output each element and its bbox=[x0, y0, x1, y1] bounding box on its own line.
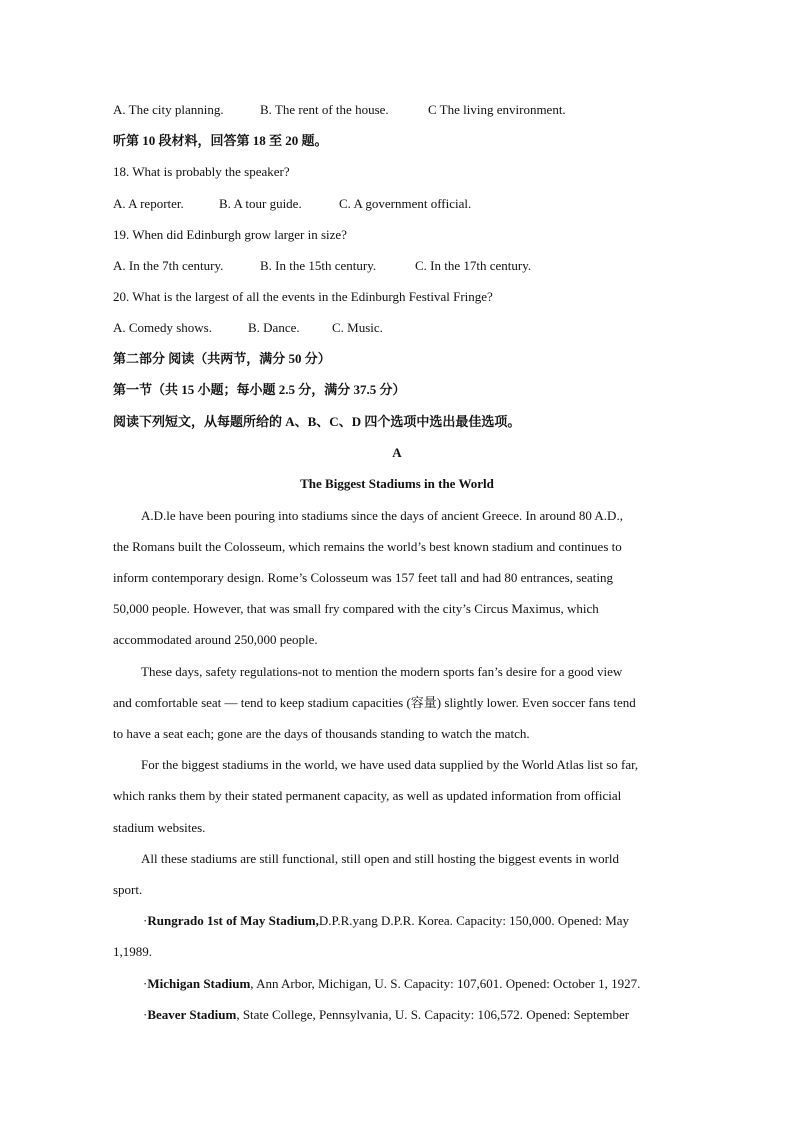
passage-letter: A bbox=[392, 445, 402, 460]
q18-option-b: B. A tour guide. bbox=[219, 196, 302, 211]
q19-option-a: A. In the 7th century. bbox=[113, 258, 224, 273]
paragraph-line: and comfortable seat — tend to keep stadium capacities (容量) slightly lower. Even soccer fans tend bbox=[113, 695, 636, 710]
part2-header: 第二部分 阅读（共两节，满分 50 分） bbox=[113, 351, 331, 366]
section1-header: 第一节（共 15 小题；每小题 2.5 分，满分 37.5 分） bbox=[113, 382, 406, 397]
q19-option-b: B. In the 15th century. bbox=[260, 258, 377, 273]
q17-options bbox=[113, 102, 566, 118]
q19-options bbox=[113, 258, 531, 274]
q20-option-a: A. Comedy shows. bbox=[113, 320, 212, 335]
paragraph-line: All these stadiums are still functional, still open and still hosting the biggest events in world bbox=[141, 851, 620, 866]
stadium-name: Michigan Stadium bbox=[147, 976, 251, 991]
q18-option-c: C. A government official. bbox=[339, 196, 472, 211]
q19-option-c: C. In the 17th century. bbox=[415, 258, 532, 273]
paragraph-line: accommodated around 250,000 people. bbox=[113, 632, 318, 647]
q19-question: 19. When did Edinburgh grow larger in size? bbox=[113, 227, 347, 242]
paragraph-line: inform contemporary design. Rome’s Colosseum was 157 feet tall and had 80 entrances, seating bbox=[113, 570, 614, 585]
stadium-name: Rungrado 1st of May Stadium, bbox=[147, 913, 319, 928]
stadium-item bbox=[143, 913, 629, 929]
paragraph-line: These days, safety regulations-not to mention the modern sports fan’s desire for a good view bbox=[141, 664, 623, 679]
q20-options bbox=[113, 320, 383, 336]
paragraph-line: which ranks them by their stated permanent capacity, as well as updated information from official bbox=[113, 788, 622, 803]
stadium-name: Beaver Stadium bbox=[147, 1007, 237, 1022]
q20-question: 20. What is the largest of all the events in the Edinburgh Festival Fringe? bbox=[113, 289, 493, 304]
paragraph-line: stadium websites. bbox=[113, 820, 206, 835]
bullet-mark: · bbox=[143, 913, 148, 928]
paragraph-line: to have a seat each; gone are the days of thousands standing to watch the match. bbox=[113, 726, 530, 741]
q17-option-c: C The living environment. bbox=[428, 102, 566, 117]
paragraph-line: the Romans built the Colosseum, which remains the world’s best known stadium and continues to bbox=[113, 539, 622, 554]
paragraph-line: A.D.le have been pouring into stadiums since the days of ancient Greece. In around 80 A.D., bbox=[141, 508, 623, 523]
paragraph-line: 50,000 people. However, that was small fry compared with the city’s Circus Maximus, which bbox=[113, 601, 599, 616]
stadium-details: , Ann Arbor, Michigan, U. S. Capacity: 107,601. Opened: October 1, 1927. bbox=[250, 976, 641, 991]
stadium-details: , State College, Pennsylvania, U. S. Capacity: 106,572. Opened: September bbox=[236, 1007, 630, 1022]
q20-option-c: C. Music. bbox=[332, 320, 383, 335]
reading-instructions: 阅读下列短文，从每题所给的 A、B、C、D 四个选项中选出最佳选项。 bbox=[113, 414, 521, 429]
passage-title: The Biggest Stadiums in the World bbox=[300, 476, 494, 491]
paragraph-line: sport. bbox=[113, 882, 143, 897]
stadium-item bbox=[143, 1007, 629, 1023]
bullet-mark: · bbox=[143, 976, 148, 991]
bullet-mark: · bbox=[143, 1007, 148, 1022]
q18-question: 18. What is probably the speaker? bbox=[113, 164, 290, 179]
paragraph-line: For the biggest stadiums in the world, we have used data supplied by the World Atlas list so far, bbox=[141, 757, 639, 772]
q20-option-b: B. Dance. bbox=[248, 320, 300, 335]
stadium-details-continued: 1,1989. bbox=[113, 944, 152, 959]
q17-option-b: B. The rent of the house. bbox=[260, 102, 389, 117]
q18-options bbox=[113, 196, 471, 212]
stadium-details: D.P.R.yang D.P.R. Korea. Capacity: 150,000. Opened: May bbox=[318, 913, 630, 928]
section10-header: 听第 10 段材料，回答第 18 至 20 题。 bbox=[113, 133, 328, 148]
q17-option-a: A. The city planning. bbox=[113, 102, 224, 117]
q18-option-a: A. A reporter. bbox=[113, 196, 184, 211]
stadium-item bbox=[143, 976, 640, 992]
